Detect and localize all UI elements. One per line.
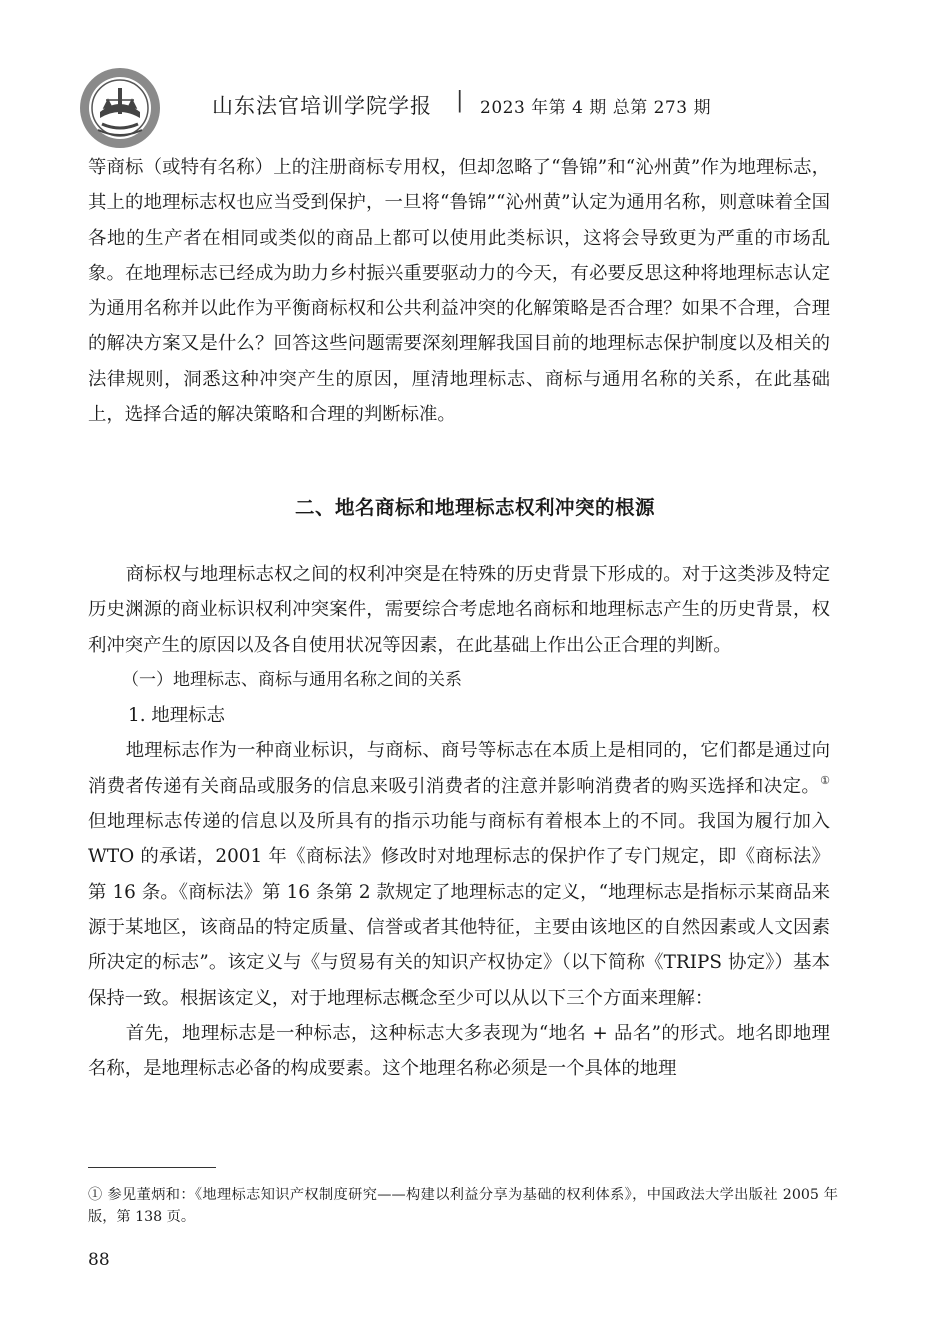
intro-block [88, 150, 830, 432]
issue-info: 2023 年第 4 期 总第 273 期 [480, 98, 711, 118]
subheading: （一）地理标志、商标与通用名称之间的关系 [122, 669, 462, 690]
intro-paragraph: 等商标（或特有名称）上的注册商标专用权，但却忽略了“鲁锦”和“沁州黄”作为地理标志，其上的地理标志权也应当受到保护，一旦将“鲁锦”“沁州黄”认定为通用名称，则意味着全国各地的生产者在相同或类似的商品上都可以使用此类标识，这将会导致更为严重的市场乱象。在地理标志已经成为助力乡村振兴重要驱动力的今天，有必要反思这种将地理标志认定为通用名称并以此作为平衡商标权和公共利益冲突的化解策略是否合理？如果不合理，合理的解决方案又是什么？回答这些问题需要深刻理解我国目前的地理标志保护制度以及相关的法律规则，洞悉这种冲突产生的原因，厘清地理标志、商标与通用名称的关系，在此基础上，选择合适的解决策略和合理的判断标准。 [88, 157, 830, 426]
page-header [78, 66, 868, 146]
journal-title: 山东法官培训学院学报 [212, 94, 432, 118]
section-body [88, 557, 830, 1086]
institute-emblem-icon [78, 66, 162, 150]
paragraph-gi-1-part1: 地理标志作为一种商业标识，与商标、商号等标志在本质上是相同的，它们都是通过向消费者传递有关商品或服务的信息来吸引消费者的注意并影响消费者的购买选择和决定。 [88, 740, 830, 797]
header-separator: | [456, 88, 464, 113]
footnote: ① 参见董炳和：《地理标志知识产权制度研究——构建以利益分享为基础的权利体系》，中国政法大学出版社 2005 年版，第 138 页。 [88, 1187, 838, 1225]
footnote-divider [88, 1167, 216, 1168]
paragraph-gi-1-part2: 但地理标志传递的信息以及所具有的指示功能与商标有着根本上的不同。我国为履行加入 WTO 的承诺，2001 年《商标法》修改时对地理标志的保护作了专门规定，即《商标法》第 16 条。《商标法》第 16 条第 2 款规定了地理标志的定义，“地理标志是指标示某商品来源于某地区，该商品的特定质量、信誉或者其他特征，主要由该地区的自然因素或人文因素所决定的标志”。该定义与《与贸易有关的知识产权协定》（以下简称《TRIPS 协定》）基本保持一致。根据该定义，对于地理标志概念至少可以从以下三个方面来理解： [88, 811, 830, 1009]
page-number: 88 [88, 1250, 110, 1270]
subsubheading: 1. 地理标志 [128, 705, 225, 727]
footnote-reference[interactable]: ① [820, 773, 830, 787]
section-heading: 二、地名商标和地理标志权利冲突的根源 [294, 496, 655, 519]
paragraph-gi-2: 首先，地理标志是一种标志，这种标志大多表现为“地名 + 品名”的形式。地名即地理名称，是地理标志必备的构成要素。这个地理名称必须是一个具体的地理 [88, 1022, 830, 1080]
section-paragraph: 商标权与地理标志权之间的权利冲突是在特殊的历史背景下形成的。对于这类涉及特定历史渊源的商业标识权利冲突案件，需要综合考虑地名商标和地理标志产生的历史背景，权利冲突产生的原因以及各自使用状况等因素，在此基础上作出公正合理的判断。 [88, 564, 830, 656]
paragraph-gi-1 [88, 733, 830, 1015]
